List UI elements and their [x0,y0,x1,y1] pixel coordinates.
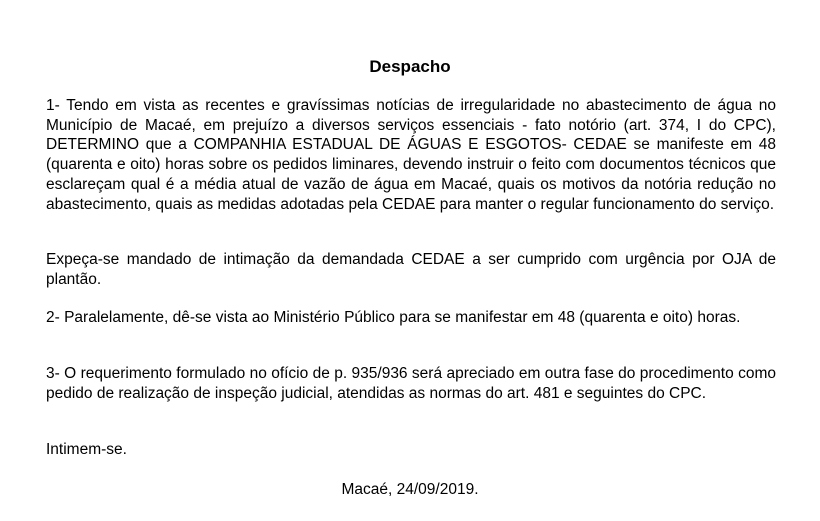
document-title: Despacho [369,57,451,76]
paragraph-intimation: Intimem-se. [46,441,127,458]
paragraph-summons: Expeça-se mandado de intimação da demandada CEDAE a ser cumprido com urgência por OJA de plantão. [46,251,776,288]
paragraph-public-ministry: 2- Paralelamente, dê-se vista ao Ministério Público para se manifestar em 48 (quarenta e oito) horas. [46,309,741,326]
paragraph-judicial-inspection: 3- O requerimento formulado no ofício de p. 935/936 será apreciado em outra fase do procedimento como pedido de realização de inspeção judicial, atendidas as normas do art. 481 e seguintes do CPC. [46,365,776,402]
date-line: Macaé, 24/09/2019. [341,481,479,498]
paragraph-determination: 1- Tendo em vista as recentes e gravíssimas notícias de irregularidade no abastecimento de água no Município de Macaé, em prejuízo a diversos serviços essenciais - fato notório (art. 374, I do CPC), DETERMINO que a COMPANHIA ESTADUAL DE ÁGUAS E ESGOTOS- CEDAE se manifeste em 48 (quarenta e oito) horas sobre os pedidos liminares, devendo instruir o feito com documentos técnicos que esclareçam qual é a média atual de vazão de água em Macaé, quais os motivos da notória redução no abastecimento, quais as medidas adotadas pela CEDAE para manter o regular funcionamento do serviço. [46,97,776,213]
